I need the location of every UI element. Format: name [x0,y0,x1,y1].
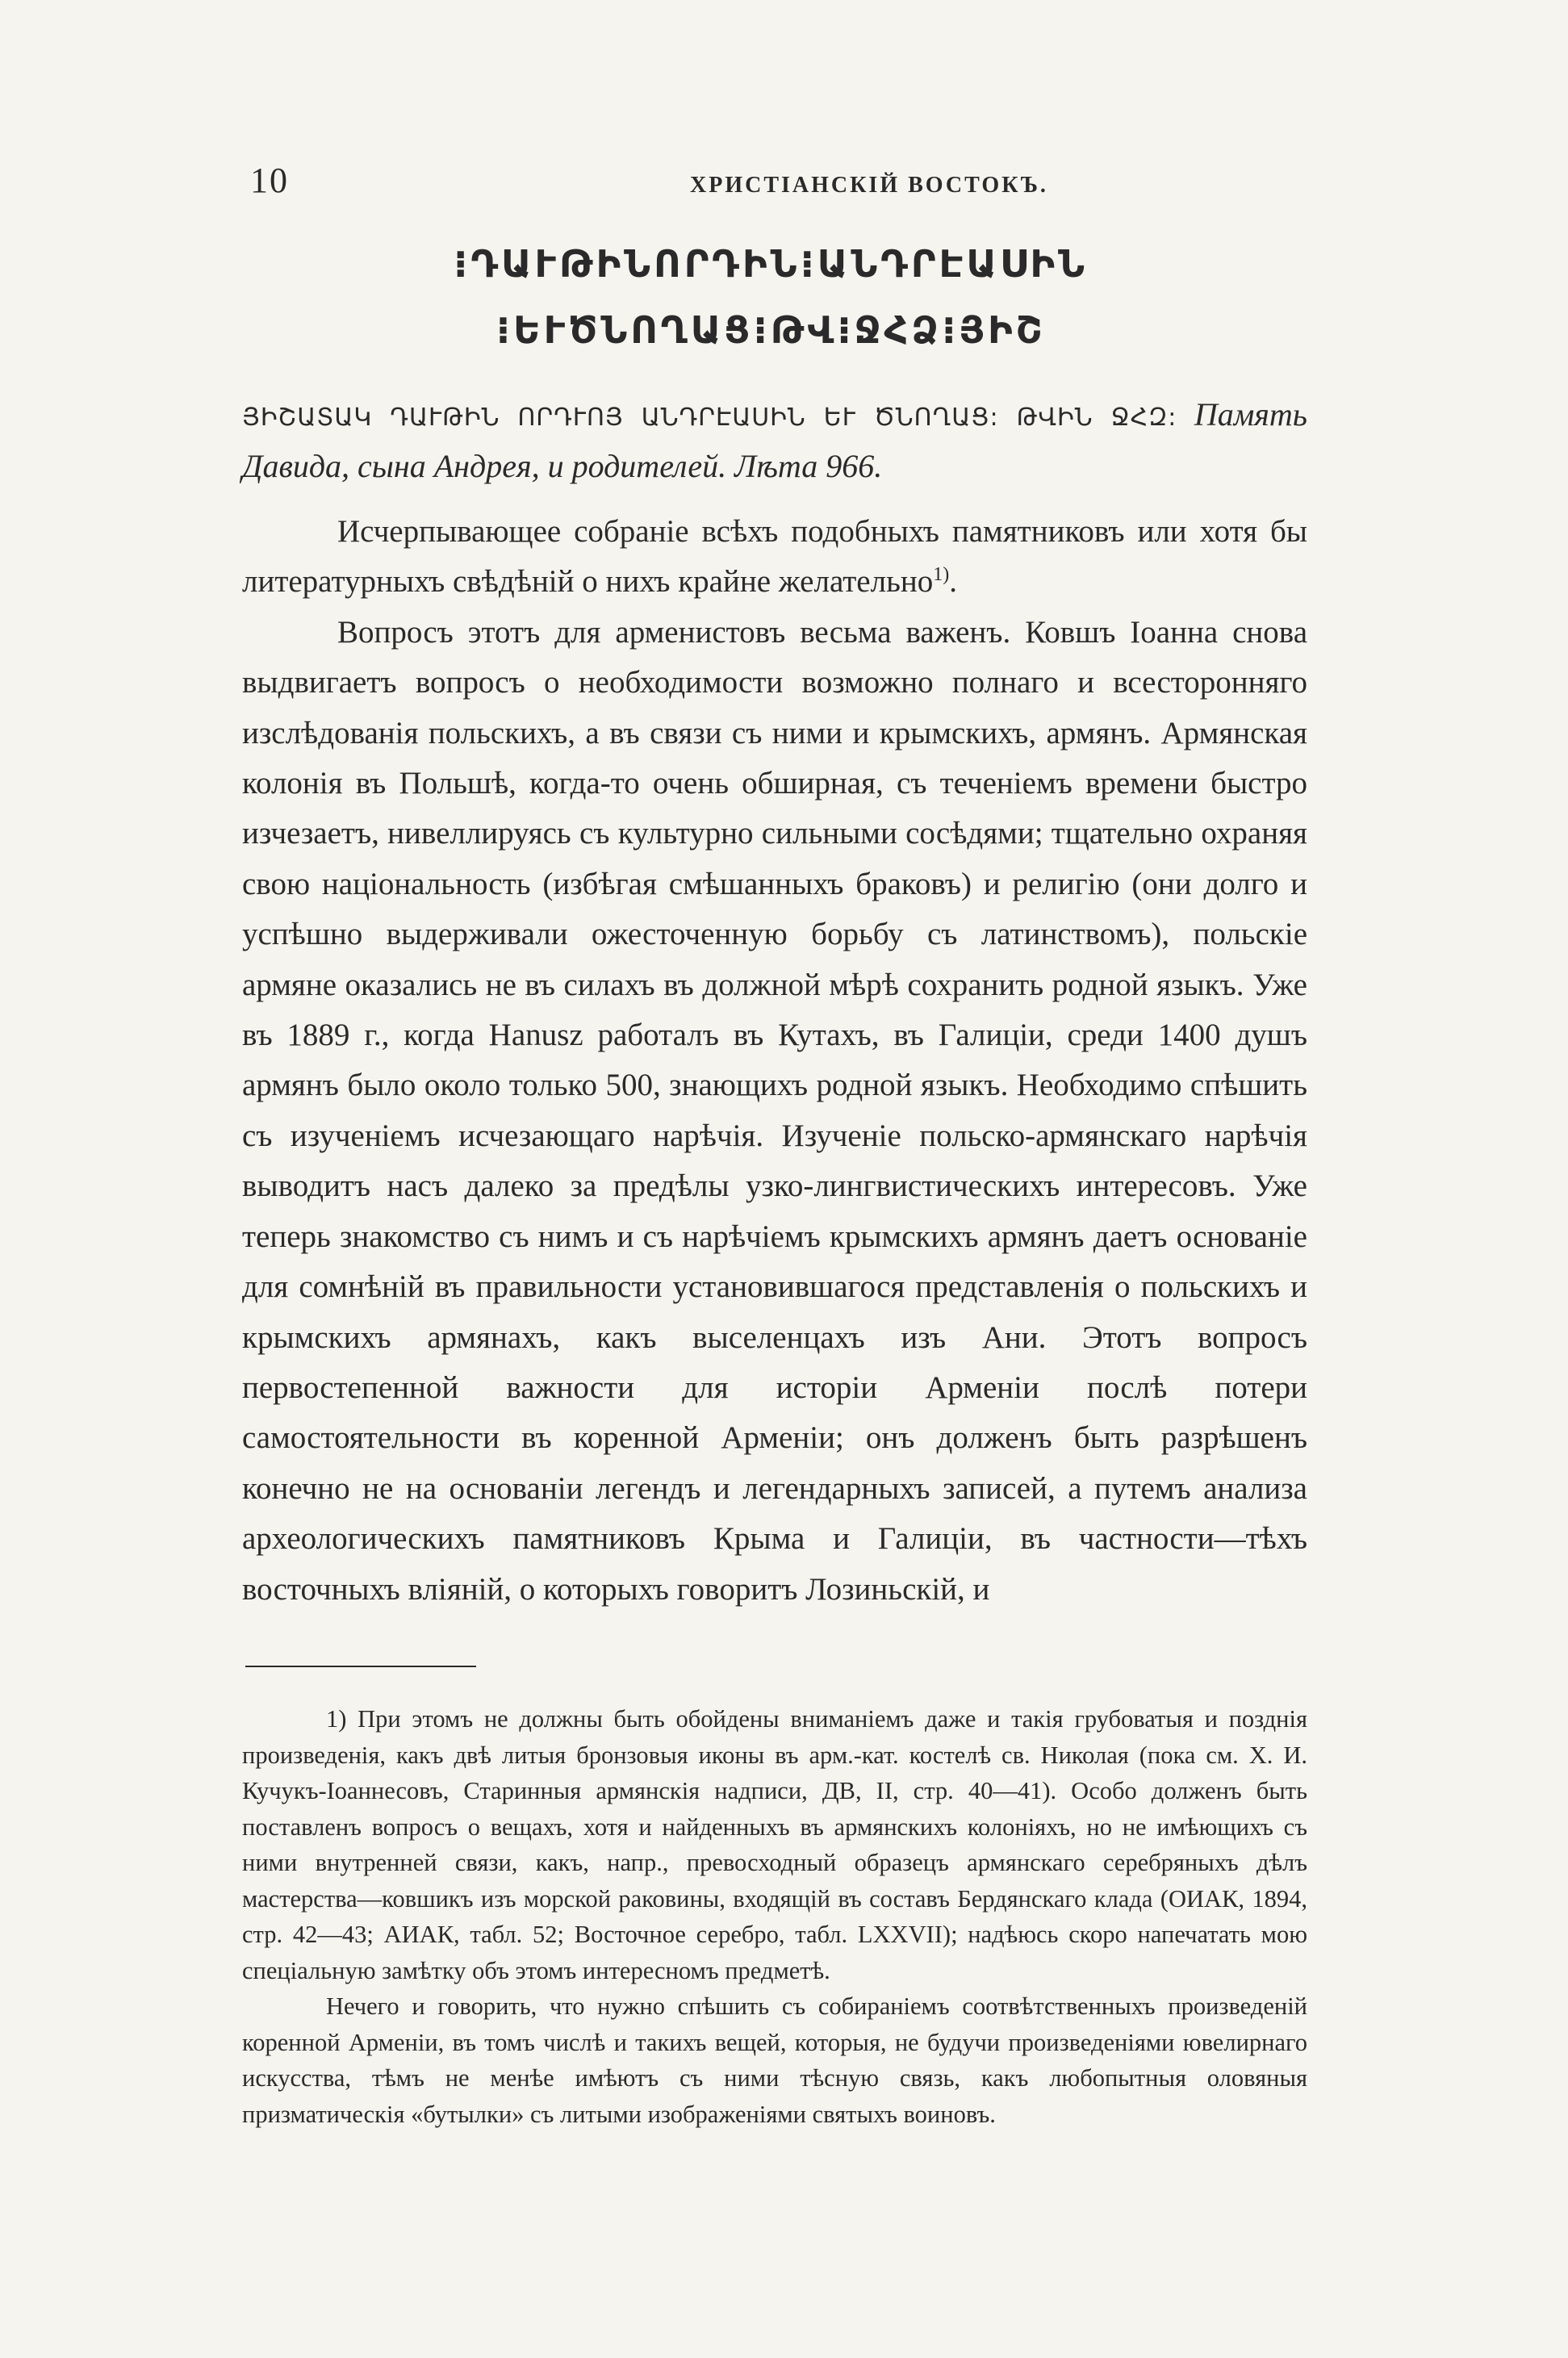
footnotes [242,1701,1307,2132]
running-title: ХРИСТІАНСКІЙ ВОСТОКЪ. [690,173,1048,198]
paragraph-2: Вопросъ этотъ для арменистовъ весьма важенъ. Ковшъ Іоанна снова выдвигаетъ вопросъ о необходимости возможно полнаго и всесторонняго изслѣдованія польскихъ, а въ связи съ ними и крымскихъ, армянъ. Армянская колонія въ Польшѣ, когда-то очень обширная, съ теченіемъ времени быстро изчезаетъ, нивеллируясь съ культурно сильными сосѣдями; тщательно охраняя свою національность (избѣгая смѣшанныхъ браковъ) и религію (они долго и успѣшно выдерживали ожесточенную борьбу съ латинствомъ), польскіе армяне оказались не въ силахъ въ должной мѣрѣ сохранить родной языкъ. Уже въ 1889 г., когда Hanusz работалъ въ Кутахъ, въ Галиціи, среди 1400 душъ армянъ было около только 500, знающихъ родной языкъ. Необходимо спѣшить съ изученіемъ исчезающаго нарѣчія. Изученіе польско-армянскаго нарѣчія выводитъ насъ далеко за предѣлы узко-лингвистическихъ интересовъ. Уже теперь знакомство съ нимъ и съ нарѣчіемъ крымскихъ армянъ даетъ основаніе для сомнѣній въ правильности установившагося представленія о польскихъ и крымскихъ армянахъ, какъ выселенцахъ изъ Ани. Этотъ вопросъ первостепенной важности для исторіи Арменіи послѣ потери самостоятельности въ коренной Арменіи; онъ долженъ быть разрѣшенъ конечно не на основаніи легендъ и легендарныхъ записей, а путемъ анализа археологическихъ памятниковъ Крыма и Галиціи, въ частности—тѣхъ восточныхъ вліяній, о которыхъ говоритъ Лозиньскій, и [242,614,1307,1607]
footnote-1-continuation: Нечего и говорить, что нужно спѣшить съ собираніемъ соотвѣтственныхъ произведеній коренной Арменіи, въ томъ числѣ и такихъ вещей, которыя, не будучи произведеніями ювелирнаго искусства, тѣмъ не менѣе имѣютъ съ ними тѣсную связь, какъ любопытныя оловяныя призматическія «бутылки» съ литыми изображеніями святыхъ воиновъ. [242,1992,1307,2128]
paragraph-1-text: Исчерпывающее собраніе всѣхъ подобныхъ памятниковъ или хотя бы литературныхъ свѣдѣній о нихъ крайне желательно [242,514,1307,600]
inscription-transcription [242,391,1307,491]
armenian-inscription-line-2: ⁝ԵՒԾՆՈՂԱՑ⁝ԹՎ⁝ՋՀՁ⁝ՅԻՇ [495,308,1046,352]
page-number: 10 [250,161,289,200]
armenian-inscription-line-1: ⁝ԴԱՒԹԻՆՈՐԴԻՆ⁝ԱՆԴՐԷԱՍԻՆ [453,242,1089,286]
footnote-separator [245,1666,476,1667]
inscription-armenian-text: ՅԻՇԱՏԱԿ ԴԱՒԹԻՆ ՈՐԴՒՈՅ ԱՆԴՐԷԱՍԻՆ ԵՒ ԾՆՈՂԱՑ: ԹՎԻՆ ՋՀԶ: [242,403,1177,432]
footnote-1: 1) При этомъ не должны быть обойдены вниманіемъ даже и такія грубоватыя и позднія произведенія, какъ двѣ литыя бронзовыя иконы въ арм.-кат. костелѣ св. Николая (пока см. Х. И. Кучукъ-Іоаннесовъ, Старинныя армянскія надписи, ДВ, II, стр. 40—41). Особо долженъ быть поставленъ вопросъ о вещахъ, хотя и найденныхъ въ армянскихъ колоніяхъ, но не имѣющихъ съ ними внутренней связи, какъ, напр., превосходный образецъ армянскаго серебряныхъ дѣлъ мастерства—ковшикъ изъ морской раковины, входящій въ составъ Бердянскаго клада (ОИАК, 1894, стр. 42—43; АИАК, табл. 52; Восточное серебро, табл. LXXVII); надѣюсь скоро напечатать мою спеціальную замѣтку объ этомъ интересномъ предметѣ. [242,1705,1307,1984]
inscription-russian-translation: Память Давида, сына Андрея, и родителей. Лѣта 966. [242,396,1307,484]
paragraph-1 [242,507,1307,608]
main-text [242,507,1307,1615]
paragraph-1-end: . [949,564,957,600]
footnote-marker: 1) [933,564,950,586]
